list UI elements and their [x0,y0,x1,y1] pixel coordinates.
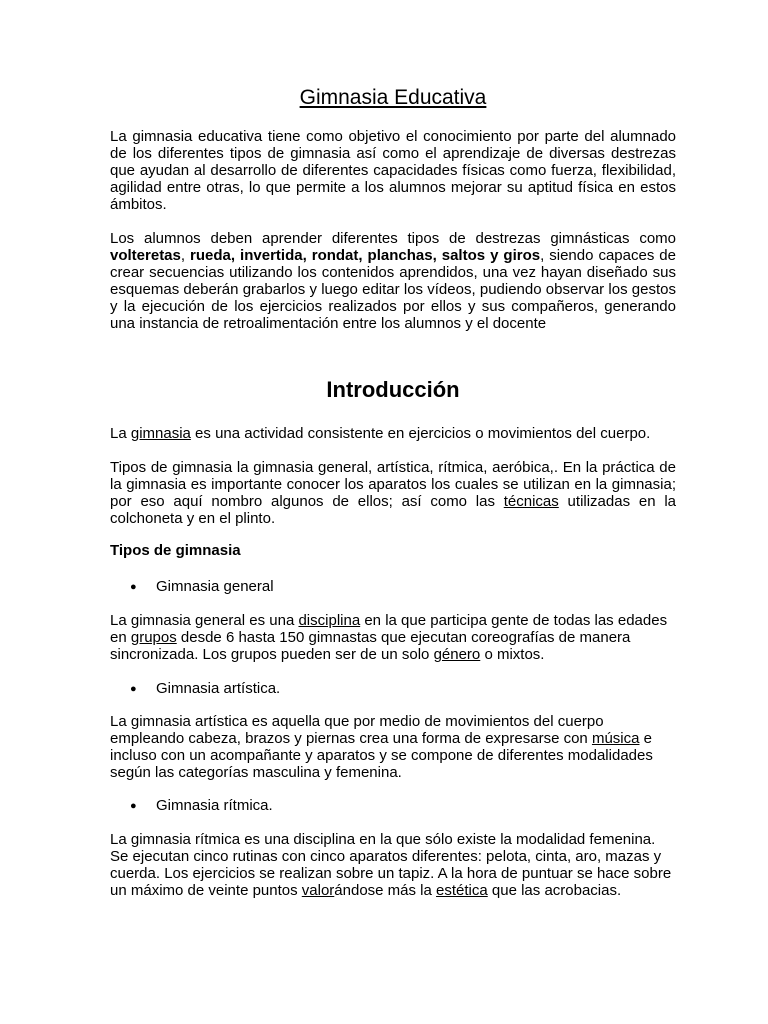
bullet-general [130,578,274,596]
general-text [110,612,676,663]
link-disciplina[interactable]: disciplina [298,612,361,629]
skills-sep: , [180,247,191,264]
bullet-artistica [130,680,280,698]
intro2-b: utilizadas en la colchoneta y en el plinto. [110,493,676,527]
intro-heading: Introducción [326,377,460,402]
bullet-dot-icon: ● [130,800,137,812]
document-title: Gimnasia Educativa [299,86,487,109]
paragraph-intro-types [110,459,676,527]
artistica-text [110,713,676,781]
skills-rest: , siendo capaces de crear secuencias utilizando los contenidos aprendidos, una vez hayan diseñado sus esquemas deberán grabarlos y luego editar los vídeos, pudiendo observar los gestos y la ejecución de los ejercicios realizados por ellos y sus compañeros, generando una instancia de retroalimentación entre los alumnos y el docente [110,247,676,332]
ritmica-b: ándose más la [334,882,437,899]
bullet-ritmica [130,797,273,815]
bullet-ritmica-label: Gimnasia rítmica. [156,797,273,814]
intro1-b: es una actividad consistente en ejercicios o movimientos del cuerpo. [190,425,651,442]
artistica-b: e incluso con un acompañante y aparatos y se compone de diferentes modalidades según las categorías masculina y femenina. [110,730,653,781]
link-grupos[interactable]: grupos [130,629,177,646]
ritmica-a: La gimnasia rítmica es una disciplina en la que sólo existe la modalidad femenina. Se ejecutan cinco rutinas con cinco aparatos diferentes: pelota, cinta, aro, mazas y cuerda. Los ejercicios se realizan sobre un tapiz. A la hora de puntuar se hace sobre un máximo de veinte puntos [110,831,672,899]
link-tecnicas[interactable]: técnicas [503,493,559,510]
general-b: en la que participa gente de todas las edades en [110,612,668,646]
link-gimnasia[interactable]: gimnasia [130,425,191,442]
paragraph-ritmica [110,831,676,899]
general-c: desde 6 hasta 150 gimnastas que ejecutan coreografías de manera sincronizada. Los grupos pueden ser de un solo [110,629,631,663]
bullet-artistica-label: Gimnasia artística. [156,680,281,697]
types-heading: Tipos de gimnasia [110,542,241,559]
types-heading-block [110,542,676,559]
paragraph-skills [110,230,676,332]
skill-list: rueda, invertida, rondat, planchas, saltos y giros [190,247,541,264]
intro2-a: Tipos de gimnasia la gimnasia general, artística, rítmica, aeróbica,. En la práctica de la gimnasia es importante conocer los aparatos los cuales se utilizan en la gimnasia; por eso aquí nombro algunos de ellos; así como las [110,459,676,510]
paragraph-general [110,612,676,663]
ritmica-text [110,831,676,899]
link-estetica[interactable]: estética [436,882,488,899]
general-a: La gimnasia general es una [110,612,299,629]
artistica-a: La gimnasia artística es aquella que por medio de movimientos del cuerpo empleando cabeza, brazos y piernas crea una forma de expresarse con [110,713,604,747]
bullet-dot-icon: ● [130,581,137,593]
paragraph-intro-definition [110,425,676,442]
intro-definition-text [110,425,676,442]
paragraph-objective-text: La gimnasia educativa tiene como objetivo el conocimiento por parte del alumnado de los diferentes tipos de gimnasia así como el aprendizaje de diversas destrezas que ayudan al desarrollo de diferentes capacidades físicas como fuerza, flexibilidad, agilidad entre otras, lo que permite a los alumnos mejorar su aptitud física en estos ámbitos. [110,128,676,213]
bullet-general-label: Gimnasia general [156,578,274,595]
paragraph-skills-text [110,230,676,332]
paragraph-artistica [110,713,676,781]
skill-volteretas: volteretas [110,247,181,264]
bullet-dot-icon: ● [130,683,137,695]
general-d: o mixtos. [480,646,545,663]
link-musica[interactable]: música [591,730,640,747]
paragraph-objective [110,128,676,213]
intro-types-text [110,459,676,527]
ritmica-c: que las acrobacias. [487,882,622,899]
link-genero[interactable]: género [433,646,481,663]
skills-lead: Los alumnos deben aprender diferentes tipos de destrezas gimnásticas como [110,230,676,247]
intro1-a: La [110,425,131,442]
link-valor[interactable]: valor [301,882,335,899]
